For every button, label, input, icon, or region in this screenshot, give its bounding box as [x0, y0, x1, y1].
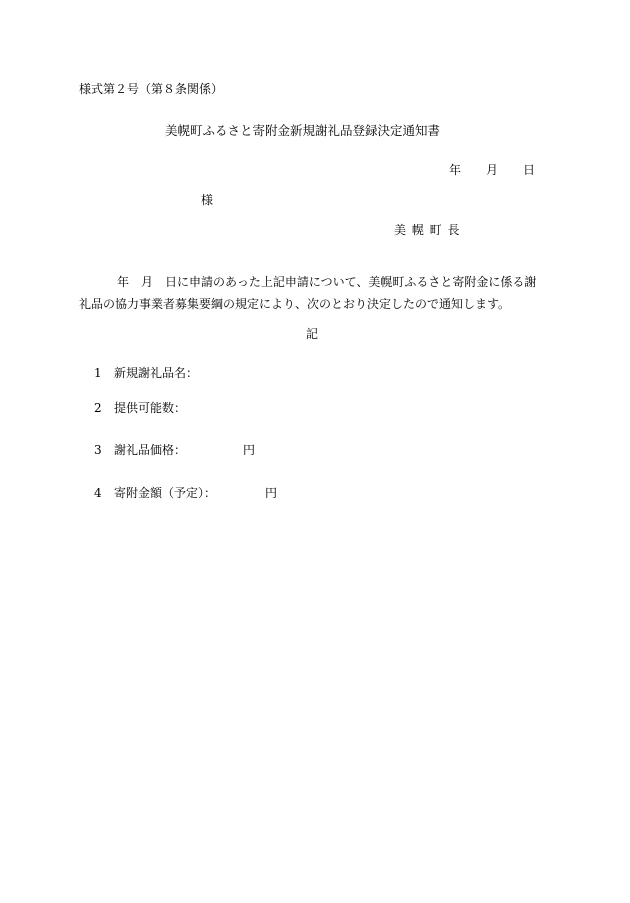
item-label: 寄附金額（予定）：: [114, 486, 217, 500]
item-new-gift-name: [94, 367, 198, 379]
item-available-quantity: [94, 402, 186, 414]
ki-heading: 記: [306, 327, 319, 341]
item-label: 新規謝礼品名：: [114, 366, 199, 380]
item-label: 謝礼品価格：: [114, 443, 187, 457]
item-number: 3: [94, 443, 102, 457]
item-number: 4: [94, 486, 102, 500]
body-line-2: 礼品の協力事業者募集要綱の規定により、次のとおり決定したので通知します。: [79, 297, 511, 311]
addressee-suffix: 様: [201, 193, 214, 207]
body-text: [79, 271, 549, 315]
item-label: 提供可能数：: [114, 401, 187, 415]
document-title: 美幌町ふるさと寄附金新規謝礼品登録決定通知書: [165, 123, 441, 138]
date-day: 日: [523, 163, 536, 177]
form-number: 様式第２号（第８条関係）: [79, 82, 224, 96]
date-year: 年: [449, 163, 462, 177]
body-line-1: 年 月 日に申請のあった上記申請について、美幌町ふるさと寄附金に係る謝: [117, 275, 537, 289]
item-unit: 円: [265, 486, 278, 500]
item-number: 1: [94, 366, 102, 380]
item-unit: 円: [243, 443, 256, 457]
item-number: 2: [94, 401, 102, 415]
date-line: [449, 164, 535, 176]
item-gift-price: [94, 443, 256, 457]
sender: 美 幌 町 長: [394, 223, 461, 237]
date-month: 月: [486, 163, 499, 177]
item-donation-amount: [94, 486, 278, 500]
